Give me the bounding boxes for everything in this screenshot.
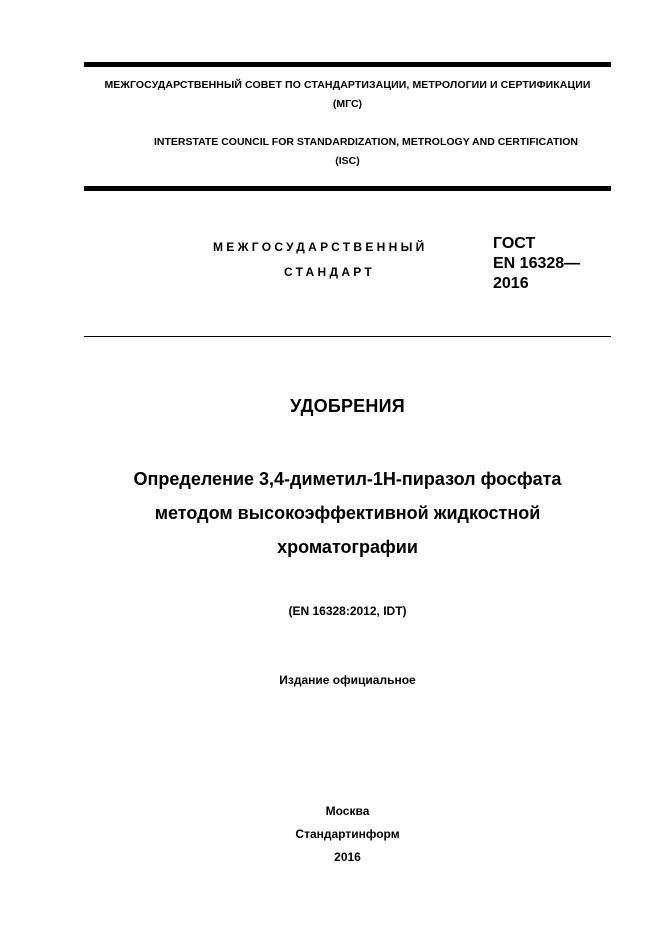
subtitle-line1: Определение 3,4-диметил-1Н-пиразол фосфата (133, 469, 562, 489)
imprint-year: 2016 (334, 850, 361, 864)
standard-label-line2: СТАНДАРТ (284, 265, 376, 279)
imprint (84, 800, 611, 869)
standard-code-line2: EN 16328— (493, 255, 581, 272)
council-name-en: INTERSTATE COUNCIL FOR STANDARDIZATION, METROLOGY AND CERTIFICATION (153, 136, 579, 148)
document-subtitle (84, 462, 611, 564)
title-block-rule (84, 336, 611, 337)
imprint-city: Москва (325, 804, 370, 818)
council-abbr-en: (ISC) (335, 155, 360, 167)
council-name-ru: МЕЖГОСУДАРСТВЕННЫЙ СОВЕТ ПО СТАНДАРТИЗАЦИИ, МЕТРОЛОГИИ И СЕРТИФИКАЦИИ (104, 79, 591, 91)
subtitle-line2: методом высокоэффективной жидкостной (154, 503, 541, 523)
header-bottom-rule (84, 186, 611, 191)
subtitle-line3: хроматографии (277, 537, 418, 557)
council-abbr-ru: (МГС) (332, 98, 363, 110)
standard-code (493, 234, 580, 294)
standard-code-line3: 2016 (493, 275, 529, 292)
top-rule (84, 62, 611, 67)
standard-label-line1: МЕЖГОСУДАРСТВЕННЫЙ (213, 240, 428, 254)
en-reference: (EN 16328:2012, IDT) (288, 604, 407, 618)
document-title: УДОБРЕНИЯ (290, 396, 405, 416)
edition-note: Издание официальное (279, 673, 416, 687)
standard-code-line1: ГОСТ (493, 235, 536, 252)
imprint-publisher: Стандартинформ (295, 827, 400, 841)
